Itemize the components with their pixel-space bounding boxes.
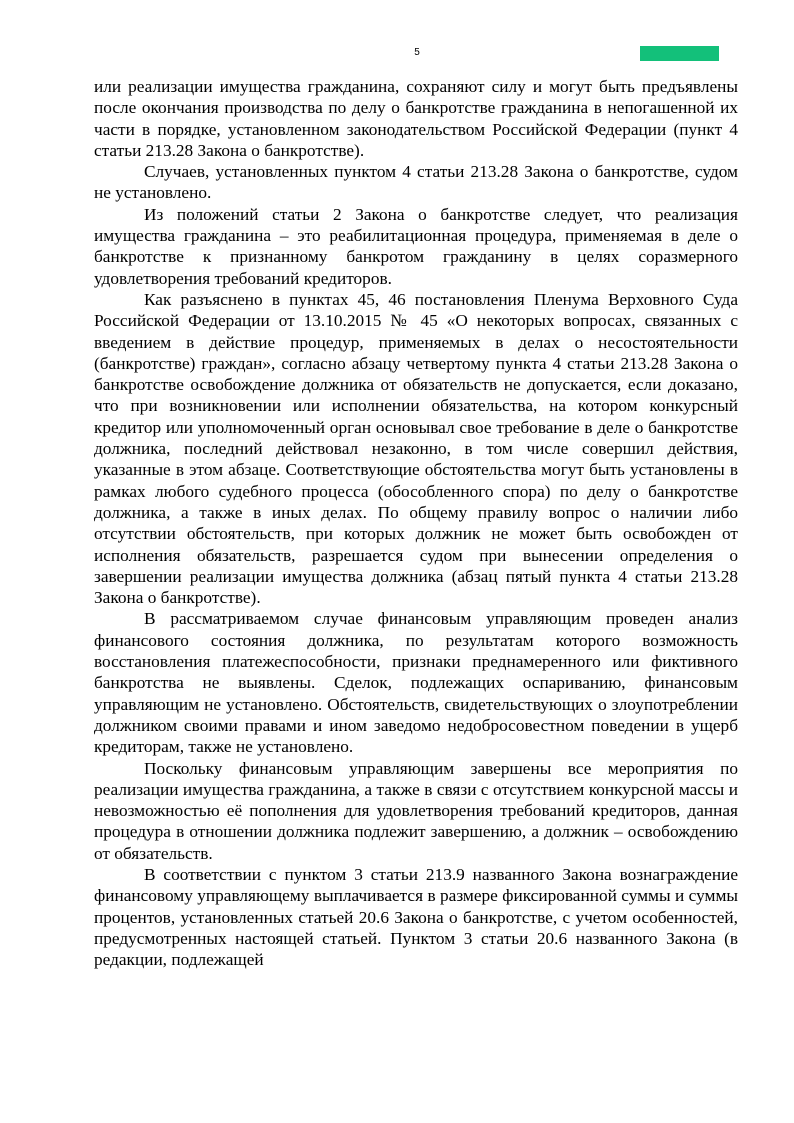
document-body: [94, 76, 738, 970]
paragraph: Поскольку финансовым управляющим завершены все мероприятия по реализации имущества гражданина, а также в связи с отсутствием конкурсной массы и невозможностью её пополнения для удовлетворения требований кредиторов, данная процедура в отношении должника подлежит завершению, а должник – освобождению от обязательств.: [94, 758, 738, 863]
paragraph: Случаев, установленных пунктом 4 статьи 213.28 Закона о банкротстве, судом не установлено.: [94, 162, 738, 203]
paragraph: Как разъяснено в пунктах 45, 46 постановления Пленума Верховного Суда Российской Федерации от 13.10.2015 № 45 «О некоторых вопросах, связанных с введением в действие процедур, применяемых в делах о несостоятельности (банкротстве) граждан», согласно абзацу четвертому пункта 4 статьи 213.28 Закона о банкротстве освобождение должника от обязательств не допускается, если доказано, что при возникновении или исполнении обязательства, на котором конкурсный кредитор или уполномоченный орган основывал свое требование в деле о банкротстве должника, последний действовал незаконно, в том числе совершил действия, указанные в этом абзаце. Соответствующие обстоятельства могут быть установлены в рамках любого судебного процесса (обособленного спора) по делу о банкротстве должника, а также в иных делах. По общему правилу вопрос о наличии либо отсутствии обстоятельств, при которых должник не может быть освобожден от исполнения обязательств, разрешается судом при вынесении определения о завершении реализации имущества должника (абзац пятый пункта 4 статьи 213.28 Закона о банкротстве).: [94, 289, 738, 608]
paragraph: В соответствии с пунктом 3 статьи 213.9 названного Закона вознаграждение финансовому управляющему выплачивается в размере фиксированной суммы и суммы процентов, установленных статьей 20.6 Закона о банкротстве, с учетом особенностей, предусмотренных настоящей статьей. Пунктом 3 статьи 20.6 названного Закона (в редакции, подлежащей: [94, 864, 738, 970]
green-marker: [640, 46, 719, 61]
paragraph: В рассматриваемом случае финансовым управляющим проведен анализ финансового состояния должника, по результатам которого возможность восстановления платежеспособности, признаки преднамеренного или фиктивного банкротства не выявлены. Сделок, подлежащих оспариванию, финансовым управляющим не установлено. Обстоятельств, свидетельствующих о злоупотреблении должником своими правами и ином заведомо недобросовестном поведении в ущерб кредиторам, также не установлено.: [94, 609, 738, 757]
paragraph-continuation: или реализации имущества гражданина, сохраняют силу и могут быть предъявлены после окончания производства по делу о банкротстве гражданина в непогашенной их части в порядке, установленном законодательством Российской Федерации (пункт 4 статьи 213.28 Закона о банкротстве).: [94, 77, 738, 160]
paragraph: Из положений статьи 2 Закона о банкротстве следует, что реализация имущества гражданина – это реабилитационная процедура, применяемая в деле о банкротстве к признанному банкротом гражданину в целях соразмерного удовлетворения требований кредиторов.: [94, 204, 738, 288]
page-number: 5: [414, 47, 420, 58]
